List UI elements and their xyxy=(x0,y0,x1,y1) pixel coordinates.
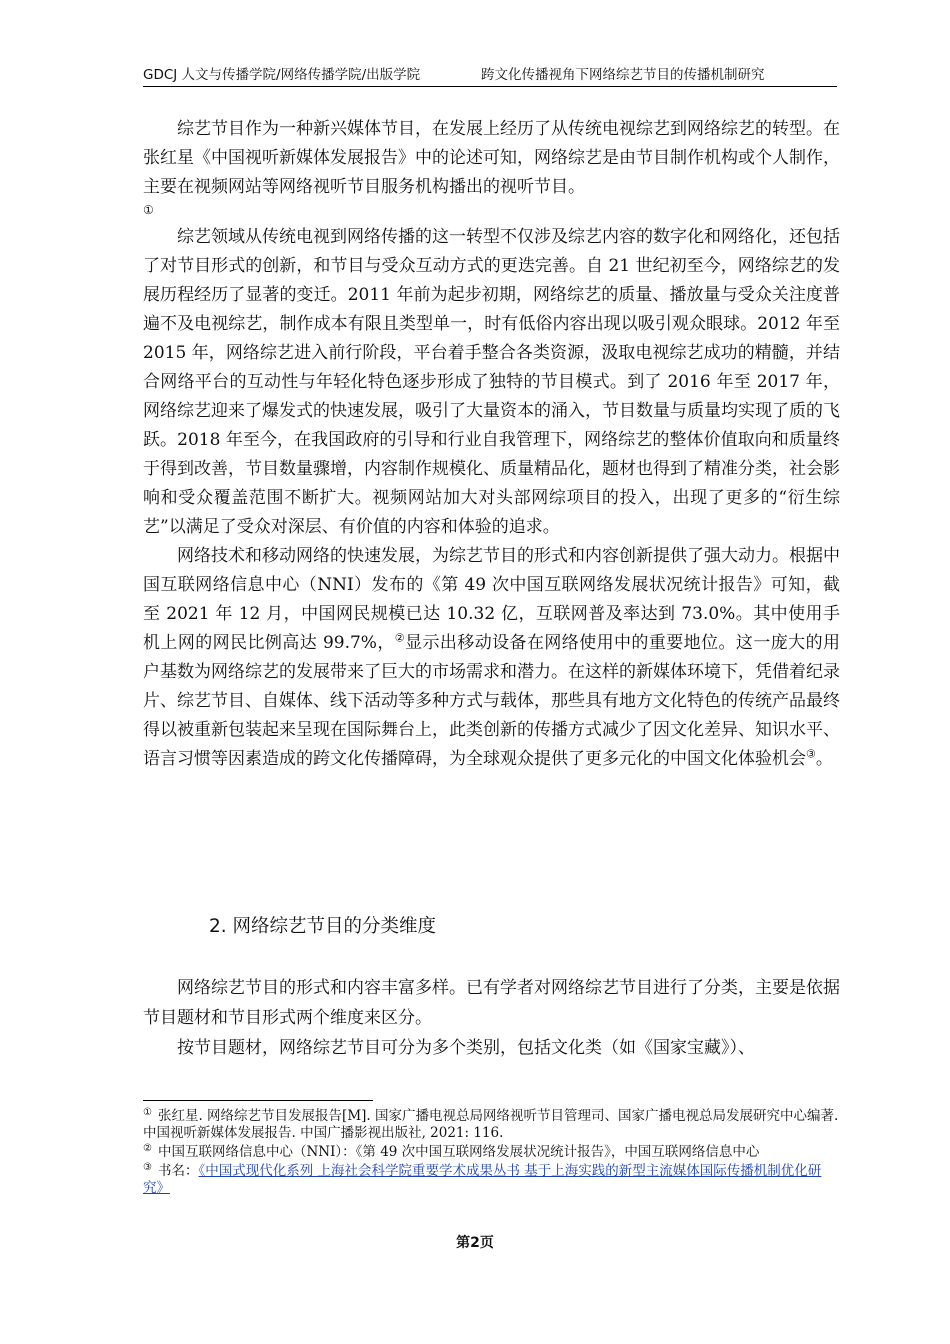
footnote-2 xyxy=(143,1144,840,1161)
footnote-ref-1[interactable]: ① xyxy=(143,203,154,217)
section-title: 网络综艺节目的分类维度 xyxy=(232,916,437,937)
footnote-2-mark: ② xyxy=(143,1142,152,1154)
footnote-1-mark: ① xyxy=(143,1106,152,1118)
footnote-divider xyxy=(143,1100,373,1101)
footnotes xyxy=(143,1108,840,1199)
footnote-2-text: 中国互联网络信息中心（NNI）：《第 49 次中国互联网络发展状况统计报告》，中国互联网络信息中心 xyxy=(157,1144,760,1160)
paragraph-5: 按节目题材，网络综艺节目可分为多个类别，包括文化类（如《国家宝藏》）、 xyxy=(177,1038,755,1058)
paragraph-3-text-b: 显示出移动设备在网络使用中的重要地位。这一庞大的用户基数为网络综艺的发展带来了巨大的市场需求和潜力。在这样的新媒体环境下，凭借着纪录片、综艺节目、自媒体、线下活动等多种方式与载体，那些具有地方文化特色的传统产品最终得以被重新包装起来呈现在国际舞台上，此类创新的传播方式减少了因文化差异、知识水平、语言习惯等因素造成的跨文化传播障碍，为全球观众提供了更多元化的中国文化体验机会 xyxy=(143,633,840,769)
footnote-3-mark: ③ xyxy=(143,1161,152,1173)
paragraph-3-end: 。 xyxy=(815,749,833,769)
paragraph-1 xyxy=(143,115,840,202)
paragraph-2: 综艺领域从传统电视到网络传播的这一转型不仅涉及综艺内容的数字化和网络化，还包括了对节目形式的创新，和节目与受众互动方式的更迭完善。自 21 世纪初至今，网络综艺的发展历程经历了显著的变迁。2011 年前为起步初期，网络综艺的质量、播放量与受众关注度普遍不及电视综艺，制作成本有限且类型单一，时有低俗内容出现以吸引观众眼球。2012 年至 2015 年，网络综艺进入前行阶段，平台着手整合各类资源，汲取电视综艺成功的精髓，并结合网络平台的互动性与年轻化特色逐步形成了独特的节目模式。到了 2016 年至 2017 年，网络综艺迎来了爆发式的快速发展，吸引了大量资本的涌入，节目数量与质量均实现了质的飞跃。2018 年至今，在我国政府的引导和行业自我管理下，网络综艺的整体价值取向和质量终于得到改善，节目数量骤增，内容制作规模化、质量精品化，题材也得到了精准分类，社会影响和受众覆盖范围不断扩大。视频网站加大对头部网综项目的投入，出现了更多的“衍生综艺”以满足了受众对深层、有价值的内容和体验的追求。 xyxy=(143,227,840,537)
section-heading xyxy=(209,913,436,941)
running-header xyxy=(143,66,837,87)
footnote-1-text: 张红星. 网络综艺节目发展报告[M]. 国家广播电视总局网络视听节目管理司、国家广播电视总局发展研究中心编著. 中国视听新媒体发展报告. 中国广播影视出版社, 2021: 116. xyxy=(143,1108,839,1141)
main-body xyxy=(143,115,840,774)
footnote-3-book-link[interactable]: 《中国式现代化系列 上海社会科学院重要学术成果丛书 基于上海实践的新型主流媒体国际传播机制优化研究》 xyxy=(143,1163,822,1196)
paragraph-3-text-a: 网络技术和移动网络的快速发展，为综艺节目的形式和内容创新提供了强大动力。根据中国互联网络信息中心（NNI）发布的《第 49 次中国互联网络发展状况统计报告》可知，截至 2021 年 12 月，中国网民规模已达 10.32 亿，互联网普及率达到 73.0%。其中使用手机上网的网民比例高达 99.7%， xyxy=(143,546,840,653)
footnote-ref-2[interactable]: ② xyxy=(394,631,406,645)
paragraph-3 xyxy=(143,542,840,774)
section-number: 2. xyxy=(209,916,227,937)
page-number: 第2页 xyxy=(456,1235,494,1251)
header-thesis-title: 跨文化传播视角下网络综艺节目的传播机制研究 xyxy=(481,67,765,83)
footnote-ref-3[interactable]: ③ xyxy=(806,747,816,761)
footnote-3-prefix: 书名： xyxy=(157,1163,199,1179)
footnote-1 xyxy=(143,1108,840,1142)
paragraph-4: 网络综艺节目的形式和内容丰富多样。已有学者对网络综艺节目进行了分类，主要是依据节目题材和节目形式两个维度来区分。 xyxy=(143,978,840,1028)
footnote-3 xyxy=(143,1163,840,1197)
header-institution: GDCJ 人文与传播学院/网络传播学院/出版学院 xyxy=(143,67,421,83)
paragraph-1-text: 综艺节目作为一种新兴媒体节目，在发展上经历了从传统电视综艺到网络综艺的转型。在张红星《中国视听新媒体发展报告》中的论述可知，网络综艺是由节目制作机构或个人制作，主要在视频网站等网络视听节目服务机构播出的视听节目。 xyxy=(143,119,840,197)
section-body xyxy=(143,973,840,1063)
